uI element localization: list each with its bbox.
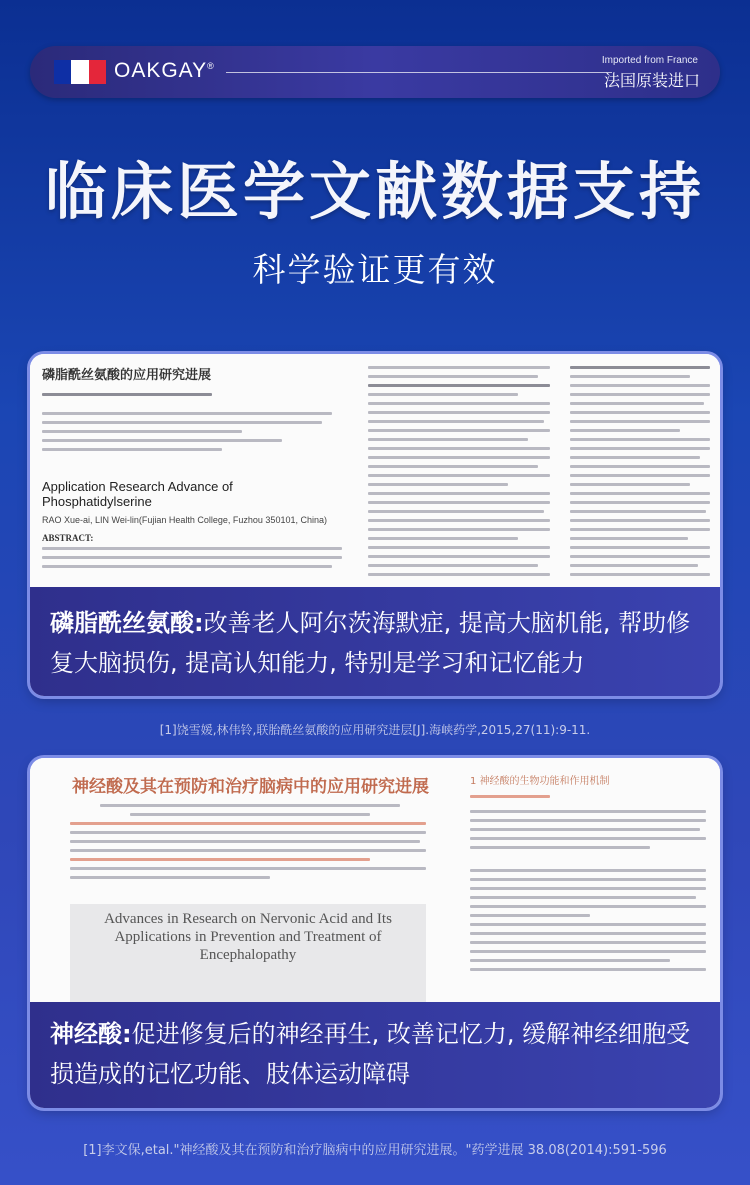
paper-title-cn: 磷脂酰丝氨酸的应用研究进展: [42, 368, 212, 383]
imported-from-france-label: Imported from France: [601, 55, 698, 66]
imported-cn-label: 法国原装进口: [603, 71, 700, 90]
paper-title-cn: 神经酸及其在预防和治疗脑病中的应用研究进展: [72, 777, 429, 797]
paper-authors-en: RAO Xue-ai, LIN Wei-lin(Fujian Health College, Fuzhou 350101, China): [42, 515, 327, 525]
caption-key: 神经酸:: [50, 1020, 132, 1048]
study-card-nervonic-acid: [30, 758, 720, 1108]
brand-name: OAKGAY®: [114, 59, 215, 82]
paper-abstract-heading: ABSTRACT:: [42, 533, 94, 543]
france-flag-icon: [54, 60, 106, 84]
paper-preview: [30, 354, 720, 587]
paper-title-en: Advances in Research on Nervonic Acid and Its Applications in Prevention and Treatment of Encephalopathy: [104, 911, 392, 963]
paper-english-title-box: [70, 904, 426, 1002]
reference-2: [1]李文保,etal."神经酸及其在预防和治疗脑病中的应用研究进展。"药学进展 38.08(2014):591-596: [83, 1143, 667, 1158]
caption-text: 促进修复后的神经再生, 改善记忆力, 缓解神经细胞受损造成的记忆功能、肢体运动障碍: [50, 1020, 691, 1088]
brand-divider: [226, 72, 612, 73]
paper-preview: [30, 758, 720, 1002]
card-caption: [30, 1002, 720, 1108]
paper-section-heading: 1 神经酸的生物功能和作用机制: [470, 776, 610, 787]
reference-1: [1]饶雪媛,林伟铃,联胎酰丝氨酸的应用研究进层[J].海峡药学,2015,27(11):9-11.: [159, 723, 591, 737]
caption-key: 磷脂酰丝氨酸:: [50, 609, 204, 637]
study-card-phosphatidylserine: [30, 354, 720, 696]
paper-title-en: Application Research Advance of Phosphatidylserine: [42, 479, 233, 509]
caption-text: 改善老人阿尔茨海默症, 提高大脑机能, 帮助修复大脑损伤, 提高认知能力, 特别是学习和记忆能力: [50, 609, 691, 677]
card-caption: [30, 587, 720, 696]
page-subtitle: 科学验证更有效: [252, 250, 498, 289]
page-title: 临床医学文献数据支持: [44, 155, 705, 228]
brand-bar: [30, 46, 720, 98]
